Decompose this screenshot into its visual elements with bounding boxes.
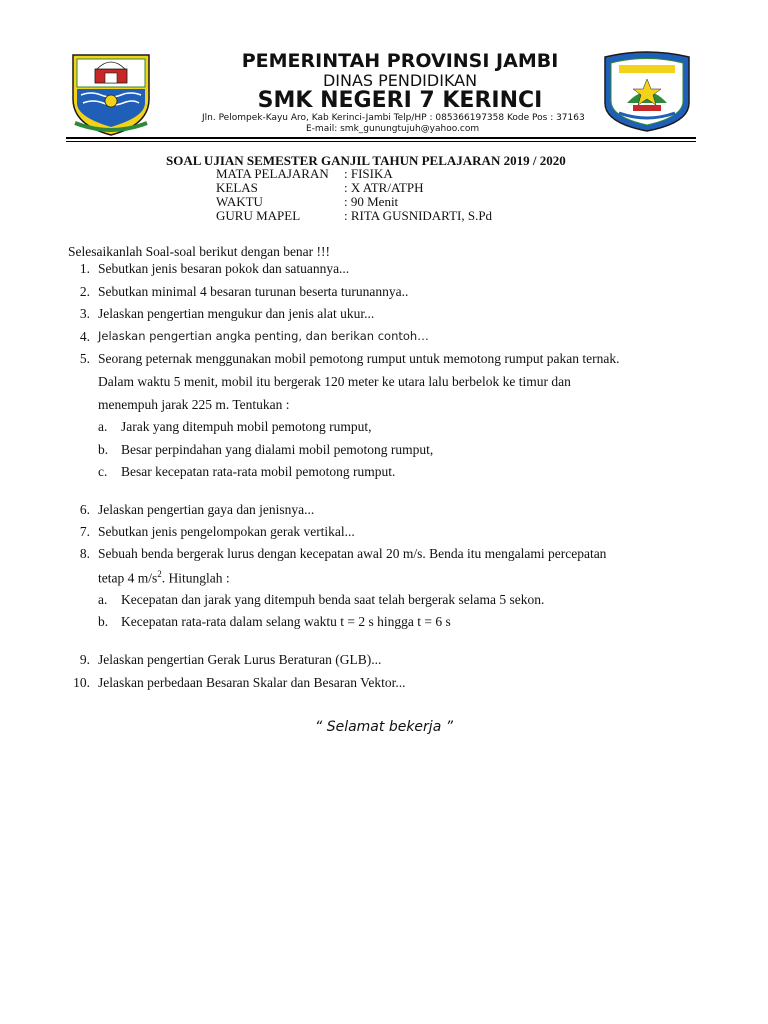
q8-line2-pre: tetap 4 m/s bbox=[98, 570, 158, 586]
question-number: 1. bbox=[79, 261, 90, 276]
meta-label: GURU MAPEL bbox=[216, 208, 301, 223]
letterhead-department-line: DINAS PENDIDIKAN bbox=[322, 71, 478, 90]
question-5-line-3: menempuh jarak 225 m. Tentukan : bbox=[98, 397, 290, 412]
sub-text: Kecepatan rata-rata dalam selang waktu t = 2 s hingga t = 6 s bbox=[121, 614, 451, 629]
question-text: Jelaskan pengertian angka penting, dan berikan contoh… bbox=[98, 329, 429, 343]
question-8-line-2 bbox=[98, 569, 230, 587]
sub-letter: b. bbox=[98, 614, 109, 629]
question-number: 10. bbox=[73, 675, 90, 690]
letterhead-divider-thick bbox=[66, 137, 696, 139]
sub-text: Kecepatan dan jarak yang ditempuh benda saat telah bergerak selama 5 sekon. bbox=[121, 592, 545, 607]
letterhead-government-line: PEMERINTAH PROVINSI JAMBI bbox=[241, 50, 559, 72]
meta-value: : RITA GUSNIDARTI, S.Pd bbox=[344, 208, 493, 223]
question-number: 5. bbox=[79, 351, 90, 366]
meta-row-teacher bbox=[216, 209, 492, 223]
exam-title: SOAL UJIAN SEMESTER GANJIL TAHUN PELAJARAN 2019 / 2020 bbox=[166, 153, 566, 168]
closing-message: “ Selamat bekerja ” bbox=[315, 719, 453, 735]
sub-text: Besar perpindahan yang dialami mobil pemotong rumput, bbox=[121, 442, 434, 457]
question-text: Sebutkan jenis pengelompokan gerak vertikal... bbox=[98, 524, 355, 539]
meta-value: : X ATR/ATPH bbox=[344, 180, 424, 195]
question-text: Jelaskan perbedaan Besaran Skalar dan Besaran Vektor... bbox=[98, 675, 406, 690]
sub-text: Besar kecepatan rata-rata mobil pemotong rumput. bbox=[121, 464, 396, 479]
question-number: 2. bbox=[79, 284, 90, 299]
sub-letter: b. bbox=[98, 442, 109, 457]
meta-value: : FISIKA bbox=[344, 166, 393, 181]
letterhead-divider-thin bbox=[66, 141, 696, 142]
q8-line2-post: . Hitunglah : bbox=[161, 570, 230, 586]
question-number: 4. bbox=[79, 329, 90, 344]
meta-label: WAKTU bbox=[216, 194, 263, 209]
letterhead-school-name: SMK NEGERI 7 KERINCI bbox=[257, 88, 543, 113]
sub-text: Jarak yang ditempuh mobil pemotong rumput, bbox=[121, 419, 372, 434]
sub-letter: c. bbox=[98, 464, 108, 479]
meta-label: MATA PELAJARAN bbox=[216, 166, 329, 181]
question-5-line-2: Dalam waktu 5 menit, mobil itu bergerak 120 meter ke utara lalu berbelok ke timur dan bbox=[98, 374, 571, 389]
question-number: 3. bbox=[79, 306, 90, 321]
meta-row-subject bbox=[216, 167, 492, 181]
question-text: Sebutkan jenis besaran pokok dan satuannya... bbox=[98, 261, 350, 276]
sub-letter: a. bbox=[98, 592, 108, 607]
question-text: Jelaskan pengertian mengukur dan jenis alat ukur... bbox=[98, 306, 375, 321]
exam-meta bbox=[216, 167, 492, 223]
question-text: Sebuah benda bergerak lurus dengan kecepatan awal 20 m/s. Benda itu mengalami percepatan bbox=[98, 546, 607, 561]
meta-row-time bbox=[216, 195, 492, 209]
meta-label: KELAS bbox=[216, 180, 258, 195]
meta-row-class bbox=[216, 181, 492, 195]
q8-line2-superscript: 2 bbox=[157, 569, 162, 579]
question-text: Jelaskan pengertian Gerak Lurus Beraturan (GLB)... bbox=[98, 652, 382, 667]
question-text: Sebutkan minimal 4 besaran turunan beserta turunannya.. bbox=[98, 284, 409, 299]
sub-letter: a. bbox=[98, 419, 108, 434]
question-number: 9. bbox=[79, 652, 90, 667]
question-text: Jelaskan pengertian gaya dan jenisnya... bbox=[98, 502, 315, 517]
letterhead-email: E-mail: smk_gunungtujuh@yahoo.com bbox=[306, 124, 480, 134]
question-number: 8. bbox=[79, 546, 90, 561]
meta-value: : 90 Menit bbox=[344, 194, 399, 209]
letterhead-address: Jln. Pelompek-Kayu Aro, Kab Kerinci-Jambi Telp/HP : 085366197358 Kode Pos : 37163 bbox=[202, 113, 585, 123]
question-text: Seorang peternak menggunakan mobil pemotong rumput untuk memotong rumput pakan ternak. bbox=[98, 351, 620, 366]
question-number: 7. bbox=[79, 524, 90, 539]
question-number: 6. bbox=[79, 502, 90, 517]
instruction: Selesaikanlah Soal-soal berikut dengan benar !!! bbox=[68, 244, 331, 259]
